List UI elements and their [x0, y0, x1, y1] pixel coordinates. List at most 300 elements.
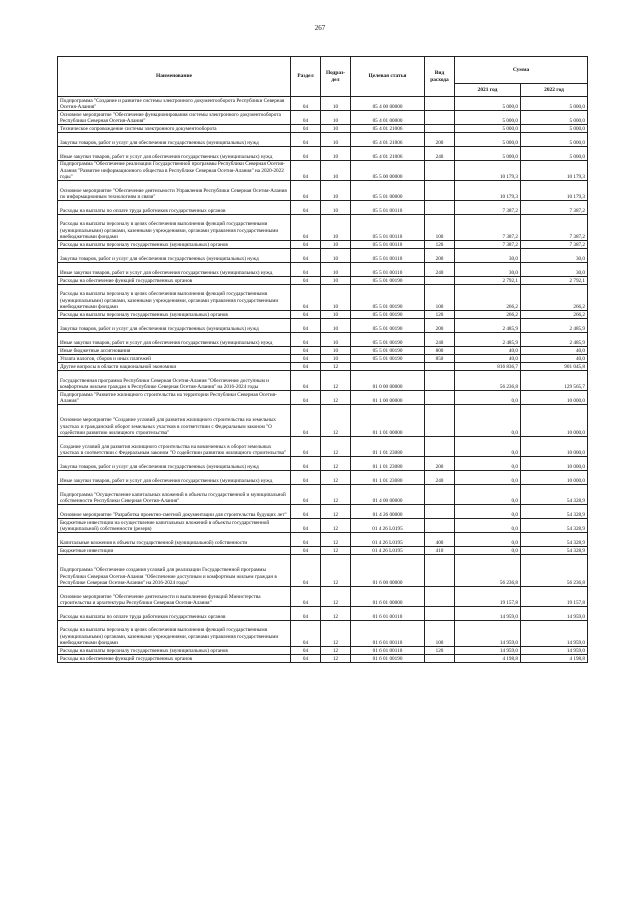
- row-name-cell: Подпрограмма "Создание и развитие системы электронного документооборота Республики Северная Осетия-Алания": [58, 97, 291, 111]
- row-section-cell: 04: [291, 285, 321, 311]
- row-section-cell: 04: [291, 125, 321, 133]
- row-sum-2022-cell: 5 000,0: [521, 97, 588, 111]
- row-name-cell: Закупка товаров, работ и услуг для обеспечения государственных (муниципальных) нужд: [58, 457, 291, 471]
- row-sum-2022-cell: 10 000,0: [521, 437, 588, 457]
- row-name-cell: Подпрограмма "Осуществление капитальных вложений в объекты государственной и муниципальной собственности Республики Северная Осетия-Алания": [58, 485, 291, 505]
- row-article-cell: 01 6 00 00000: [351, 555, 425, 587]
- row-sum-2021-cell: 0,0: [455, 547, 521, 555]
- row-article-cell: 05 4 00 00000: [351, 97, 425, 111]
- row-subsection-cell: 12: [321, 547, 351, 555]
- row-section-cell: 04: [291, 249, 321, 263]
- row-article-cell: 05 5 01 00000: [351, 181, 425, 201]
- row-sum-2021-cell: 0,0: [455, 471, 521, 485]
- row-name-cell: Расходы на выплаты по оплате труда работников государственных органов: [58, 201, 291, 215]
- row-subsection-cell: 12: [321, 457, 351, 471]
- row-expense-type-cell: 240: [425, 333, 455, 347]
- row-article-cell: 05 5 01 00190: [351, 355, 425, 363]
- row-article-cell: 01 4 26 L0195: [351, 533, 425, 547]
- row-expense-type-cell: 410: [425, 547, 455, 555]
- row-sum-2022-cell: 2 792,1: [521, 277, 588, 285]
- row-sum-2021-cell: 266,2: [455, 285, 521, 311]
- row-expense-type-cell: 200: [425, 457, 455, 471]
- table-row: [58, 547, 588, 555]
- row-name-cell: Основное мероприятие "Разработка проектно-сметной документации для строительства будущих лет": [58, 505, 291, 519]
- row-sum-2022-cell: 54 328,9: [521, 547, 588, 555]
- row-section-cell: 04: [291, 655, 321, 663]
- row-section-cell: 04: [291, 263, 321, 277]
- row-sum-2021-cell: 7 387,2: [455, 215, 521, 241]
- row-article-cell: 05 4 01 21006: [351, 125, 425, 133]
- row-name-cell: Иные закупки товаров, работ и услуг для обеспечения государственных (муниципальных) нужд: [58, 263, 291, 277]
- row-name-cell: Расходы на обеспечение функций государственных органов: [58, 655, 291, 663]
- row-name-cell: Подпрограмма "Обеспечение реализации Государственной программы Республики Северная Осетия-Алания "Развитие информационного общества в Республике Северная Осетия-Алания" на 2020-2022 годы": [58, 161, 291, 181]
- row-section-cell: 04: [291, 457, 321, 471]
- row-sum-2021-cell: 0,0: [455, 391, 521, 405]
- row-article-cell: 01 0 00 00000: [351, 371, 425, 391]
- row-sum-2022-cell: 5 000,0: [521, 147, 588, 161]
- row-sum-2021-cell: 30,0: [455, 249, 521, 263]
- header-article: Целевая статья: [351, 57, 425, 97]
- row-article-cell: 01 1 01 23080: [351, 457, 425, 471]
- row-expense-type-cell: 800: [425, 347, 455, 355]
- row-sum-2021-cell: 816 836,7: [455, 363, 521, 371]
- row-expense-type-cell: 200: [425, 133, 455, 147]
- row-subsection-cell: 12: [321, 555, 351, 587]
- row-section-cell: 04: [291, 241, 321, 249]
- row-sum-2021-cell: 14 959,0: [455, 621, 521, 647]
- row-section-cell: 04: [291, 363, 321, 371]
- table-row: [58, 655, 588, 663]
- row-section-cell: 04: [291, 547, 321, 555]
- row-sum-2022-cell: 19 157,8: [521, 587, 588, 607]
- row-article-cell: 01 4 26 L0195: [351, 519, 425, 533]
- row-expense-type-cell: [425, 437, 455, 457]
- row-subsection-cell: 10: [321, 125, 351, 133]
- row-section-cell: 04: [291, 471, 321, 485]
- header-year-2022: 2022 год: [521, 84, 588, 97]
- row-sum-2022-cell: 10 000,0: [521, 405, 588, 437]
- row-article-cell: 01 1 00 00000: [351, 391, 425, 405]
- row-subsection-cell: 12: [321, 587, 351, 607]
- row-expense-type-cell: 400: [425, 533, 455, 547]
- row-article-cell: 05 5 01 00190: [351, 347, 425, 355]
- row-article-cell: 01 1 01 00000: [351, 405, 425, 437]
- table-row: [58, 371, 588, 391]
- row-subsection-cell: 10: [321, 347, 351, 355]
- row-name-cell: Основное мероприятие "Обеспечение деятельности Управления Республики Северная Осетия-Алания по информационным технологиям и связи": [58, 181, 291, 201]
- row-sum-2022-cell: 30,0: [521, 249, 588, 263]
- row-sum-2021-cell: 4 198,8: [455, 655, 521, 663]
- row-section-cell: 04: [291, 97, 321, 111]
- row-article-cell: 01 4 26 00000: [351, 505, 425, 519]
- row-expense-type-cell: 850: [425, 355, 455, 363]
- table-row: [58, 181, 588, 201]
- table-row: [58, 311, 588, 319]
- row-subsection-cell: 12: [321, 533, 351, 547]
- row-sum-2021-cell: 5 000,0: [455, 133, 521, 147]
- row-sum-2022-cell: 2 485,9: [521, 333, 588, 347]
- row-article-cell: [351, 363, 425, 371]
- row-name-cell: Техническое сопровождение системы электронного документооборота: [58, 125, 291, 133]
- row-sum-2021-cell: 266,2: [455, 311, 521, 319]
- row-sum-2022-cell: 14 959,0: [521, 621, 588, 647]
- row-name-cell: Иные закупки товаров, работ и услуг для обеспечения государственных (муниципальных) нужд: [58, 471, 291, 485]
- row-article-cell: 01 6 01 00110: [351, 647, 425, 655]
- table-row: [58, 125, 588, 133]
- row-article-cell: 05 4 01 00000: [351, 111, 425, 125]
- row-name-cell: Бюджетные инвестиции на осуществление капитальных вложений в объекты государственной (муниципальной) собственности (резерв): [58, 519, 291, 533]
- row-article-cell: 01 1 01 23080: [351, 471, 425, 485]
- header-expense-type: Вид расхода: [425, 57, 455, 97]
- row-expense-type-cell: [425, 485, 455, 505]
- table-row: [58, 505, 588, 519]
- table-row: [58, 647, 588, 655]
- row-subsection-cell: 12: [321, 505, 351, 519]
- row-section-cell: 04: [291, 133, 321, 147]
- row-name-cell: Иные закупки товаров, работ и услуг для обеспечения государственных (муниципальных) нужд: [58, 147, 291, 161]
- row-expense-type-cell: 100: [425, 285, 455, 311]
- row-subsection-cell: 10: [321, 201, 351, 215]
- row-article-cell: 05 5 00 00000: [351, 161, 425, 181]
- row-sum-2022-cell: 56 236,8: [521, 555, 588, 587]
- table-row: [58, 485, 588, 505]
- row-sum-2022-cell: 5 000,0: [521, 125, 588, 133]
- table-row: [58, 519, 588, 533]
- table-row: [58, 621, 588, 647]
- row-sum-2021-cell: 40,0: [455, 347, 521, 355]
- row-subsection-cell: 10: [321, 161, 351, 181]
- row-sum-2021-cell: 7 387,2: [455, 201, 521, 215]
- row-expense-type-cell: 120: [425, 647, 455, 655]
- row-subsection-cell: 10: [321, 241, 351, 249]
- row-expense-type-cell: 100: [425, 621, 455, 647]
- row-sum-2022-cell: 266,2: [521, 285, 588, 311]
- row-name-cell: Расходы на выплаты персоналу государственных (муниципальных) органов: [58, 311, 291, 319]
- row-expense-type-cell: [425, 607, 455, 621]
- row-name-cell: Иные бюджетные ассигнования: [58, 347, 291, 355]
- row-subsection-cell: 10: [321, 97, 351, 111]
- row-expense-type-cell: 240: [425, 263, 455, 277]
- row-sum-2022-cell: 40,0: [521, 355, 588, 363]
- row-sum-2021-cell: 5 000,0: [455, 125, 521, 133]
- table-row: [58, 355, 588, 363]
- row-section-cell: 04: [291, 519, 321, 533]
- row-subsection-cell: 10: [321, 319, 351, 333]
- row-expense-type-cell: [425, 161, 455, 181]
- row-expense-type-cell: [425, 371, 455, 391]
- row-expense-type-cell: 120: [425, 241, 455, 249]
- row-article-cell: 05 5 01 00110: [351, 263, 425, 277]
- row-article-cell: 05 5 01 00110: [351, 249, 425, 263]
- row-subsection-cell: 10: [321, 355, 351, 363]
- row-article-cell: 05 4 01 21006: [351, 147, 425, 161]
- row-sum-2021-cell: 10 179,3: [455, 181, 521, 201]
- table-row: [58, 201, 588, 215]
- row-sum-2022-cell: 7 387,2: [521, 215, 588, 241]
- row-subsection-cell: 12: [321, 437, 351, 457]
- row-article-cell: 05 5 01 00190: [351, 311, 425, 319]
- row-expense-type-cell: 240: [425, 471, 455, 485]
- row-sum-2021-cell: 2 792,1: [455, 277, 521, 285]
- row-name-cell: Расходы на выплаты персоналу в целях обеспечения выполнения функций государственными (муниципальными) органами, казенными учреждениями, органами управления государственными внебюджетными фондами: [58, 621, 291, 647]
- row-subsection-cell: 10: [321, 147, 351, 161]
- row-sum-2021-cell: 2 485,9: [455, 319, 521, 333]
- table-row: [58, 215, 588, 241]
- table-row: [58, 587, 588, 607]
- row-expense-type-cell: [425, 363, 455, 371]
- row-section-cell: 04: [291, 111, 321, 125]
- row-expense-type-cell: [425, 125, 455, 133]
- header-sum: Сумма: [455, 57, 588, 84]
- row-subsection-cell: 10: [321, 263, 351, 277]
- table-row: [58, 97, 588, 111]
- row-section-cell: 04: [291, 437, 321, 457]
- row-subsection-cell: 10: [321, 285, 351, 311]
- row-name-cell: Бюджетные инвестиции: [58, 547, 291, 555]
- row-subsection-cell: 10: [321, 111, 351, 125]
- row-section-cell: 04: [291, 333, 321, 347]
- row-name-cell: Создание условий для развития жилищного строительства на вовлеченных в оборот земельных участках в соответствии с Федеральным законом "О содействии развитию жилищного строительства": [58, 437, 291, 457]
- row-sum-2022-cell: 10 000,0: [521, 457, 588, 471]
- row-name-cell: Основное мероприятие "Обеспечение деятельности и выполнение функций Министерства строительства и архитектуры Республики Северная Осетия-Алания": [58, 587, 291, 607]
- row-name-cell: Расходы на выплаты персоналу государственных (муниципальных) органов: [58, 241, 291, 249]
- row-section-cell: 04: [291, 505, 321, 519]
- row-sum-2021-cell: 0,0: [455, 485, 521, 505]
- row-subsection-cell: 12: [321, 621, 351, 647]
- row-article-cell: 01 6 01 00110: [351, 607, 425, 621]
- table-row: [58, 555, 588, 587]
- row-expense-type-cell: 120: [425, 311, 455, 319]
- row-sum-2022-cell: 10 000,0: [521, 471, 588, 485]
- row-subsection-cell: 10: [321, 181, 351, 201]
- row-name-cell: Расходы на выплаты персоналу государственных (муниципальных) органов: [58, 647, 291, 655]
- row-article-cell: 01 4 00 00000: [351, 485, 425, 505]
- row-sum-2022-cell: 7 387,2: [521, 241, 588, 249]
- table-row: [58, 607, 588, 621]
- row-expense-type-cell: 200: [425, 249, 455, 263]
- row-sum-2022-cell: 266,2: [521, 311, 588, 319]
- table-row: [58, 111, 588, 125]
- row-article-cell: 01 6 01 00000: [351, 587, 425, 607]
- row-section-cell: 04: [291, 201, 321, 215]
- row-subsection-cell: 10: [321, 249, 351, 263]
- row-name-cell: Основное мероприятие "Создание условий для развития жилищного строительства на земельных участках и гражданский оборот земельных участков в соответствии с Федеральным законом "О содействии развитию жилищного строительства": [58, 405, 291, 437]
- row-expense-type-cell: [425, 111, 455, 125]
- row-name-cell: Капитальные вложения в объекты государственной (муниципальной) собственности: [58, 533, 291, 547]
- table-row: [58, 533, 588, 547]
- table-row: [58, 133, 588, 147]
- row-section-cell: 04: [291, 391, 321, 405]
- row-sum-2022-cell: 5 000,0: [521, 111, 588, 125]
- table-row: [58, 249, 588, 263]
- row-sum-2021-cell: 0,0: [455, 457, 521, 471]
- row-sum-2022-cell: 54 328,9: [521, 485, 588, 505]
- row-section-cell: 04: [291, 181, 321, 201]
- row-sum-2022-cell: 54 328,9: [521, 533, 588, 547]
- row-article-cell: 01 1 01 23080: [351, 437, 425, 457]
- row-name-cell: Иные закупки товаров, работ и услуг для обеспечения государственных (муниципальных) нужд: [58, 333, 291, 347]
- row-section-cell: 04: [291, 405, 321, 437]
- row-expense-type-cell: [425, 181, 455, 201]
- row-expense-type-cell: 100: [425, 215, 455, 241]
- row-subsection-cell: 10: [321, 277, 351, 285]
- table-row: [58, 319, 588, 333]
- row-name-cell: Расходы на выплаты по оплате труда работников государственных органов: [58, 607, 291, 621]
- table-row: [58, 363, 588, 371]
- row-article-cell: 01 4 26 L0195: [351, 547, 425, 555]
- row-expense-type-cell: [425, 587, 455, 607]
- row-sum-2022-cell: 54 328,9: [521, 505, 588, 519]
- row-subsection-cell: 12: [321, 363, 351, 371]
- row-expense-type-cell: 200: [425, 319, 455, 333]
- row-expense-type-cell: [425, 201, 455, 215]
- row-sum-2022-cell: 30,0: [521, 263, 588, 277]
- table-row: [58, 263, 588, 277]
- row-sum-2021-cell: 0,0: [455, 405, 521, 437]
- row-name-cell: Подпрограмма "Развитие жилищного строительства на территории Республики Северная Осетия-Алания": [58, 391, 291, 405]
- page-number: 267: [314, 24, 326, 32]
- row-sum-2021-cell: 56 236,8: [455, 555, 521, 587]
- row-expense-type-cell: [425, 391, 455, 405]
- row-section-cell: 04: [291, 607, 321, 621]
- header-section: Раздел: [291, 57, 321, 97]
- row-article-cell: 05 5 01 00110: [351, 201, 425, 215]
- row-article-cell: 05 4 01 21006: [351, 133, 425, 147]
- row-name-cell: Закупка товаров, работ и услуг для обеспечения государственных (муниципальных) нужд: [58, 133, 291, 147]
- row-sum-2022-cell: 54 328,9: [521, 519, 588, 533]
- row-name-cell: Основное мероприятие "Обеспечение функционирования системы электронного документооборота Республики Северная Осетия-Алания": [58, 111, 291, 125]
- header-year-2021: 2021 год: [455, 84, 521, 97]
- header-name: Наименование: [58, 57, 291, 97]
- row-section-cell: 04: [291, 485, 321, 505]
- table-row: [58, 147, 588, 161]
- row-section-cell: 04: [291, 147, 321, 161]
- row-sum-2022-cell: 901 045,8: [521, 363, 588, 371]
- row-sum-2021-cell: 30,0: [455, 263, 521, 277]
- row-article-cell: 05 5 01 00190: [351, 285, 425, 311]
- row-name-cell: Подпрограмма "Обеспечение создания условий для реализации Государственной программы Республики Северная Осетия-Алания "Обеспечение доступным и комфортным жильем граждан в Республике Северная Осетия-Алания" на 2016-2024 годы": [58, 555, 291, 587]
- row-subsection-cell: 10: [321, 333, 351, 347]
- row-section-cell: 04: [291, 587, 321, 607]
- row-expense-type-cell: 240: [425, 147, 455, 161]
- row-sum-2021-cell: 0,0: [455, 533, 521, 547]
- table-body: [58, 97, 588, 663]
- row-name-cell: Расходы на выплаты персоналу в целях обеспечения выполнения функций государственными (муниципальными) органами, казенными учреждениями, органами управления государственными внебюджетными фондами: [58, 215, 291, 241]
- row-sum-2021-cell: 14 959,0: [455, 607, 521, 621]
- table-row: [58, 347, 588, 355]
- row-sum-2021-cell: 0,0: [455, 437, 521, 457]
- row-subsection-cell: 10: [321, 215, 351, 241]
- row-sum-2022-cell: 129 565,7: [521, 371, 588, 391]
- row-article-cell: 05 5 01 00190: [351, 319, 425, 333]
- row-sum-2021-cell: 56 236,8: [455, 371, 521, 391]
- row-subsection-cell: 12: [321, 471, 351, 485]
- row-subsection-cell: 12: [321, 655, 351, 663]
- row-sum-2021-cell: 19 157,8: [455, 587, 521, 607]
- budget-table: [57, 56, 588, 663]
- row-sum-2021-cell: 7 387,2: [455, 241, 521, 249]
- table-row: [58, 457, 588, 471]
- row-subsection-cell: 12: [321, 607, 351, 621]
- row-name-cell: Закупка товаров, работ и услуг для обеспечения государственных (муниципальных) нужд: [58, 249, 291, 263]
- row-sum-2022-cell: 10 179,3: [521, 181, 588, 201]
- row-article-cell: 01 6 01 00190: [351, 655, 425, 663]
- row-expense-type-cell: [425, 655, 455, 663]
- row-sum-2022-cell: 4 198,8: [521, 655, 588, 663]
- row-name-cell: Государственная программа Республики Северная Осетия-Алания "Обеспечение доступным и комфортным жильем граждан в Республике Северная Осетия-Алания" на 2016-2024 годы: [58, 371, 291, 391]
- row-article-cell: 05 5 01 00190: [351, 277, 425, 285]
- row-subsection-cell: 12: [321, 405, 351, 437]
- row-section-cell: 04: [291, 319, 321, 333]
- row-sum-2021-cell: 5 000,0: [455, 111, 521, 125]
- row-section-cell: 04: [291, 371, 321, 391]
- row-sum-2021-cell: 10 179,3: [455, 161, 521, 181]
- row-section-cell: 04: [291, 161, 321, 181]
- row-sum-2021-cell: 5 000,0: [455, 147, 521, 161]
- row-expense-type-cell: [425, 277, 455, 285]
- row-sum-2021-cell: 2 485,9: [455, 333, 521, 347]
- row-subsection-cell: 10: [321, 311, 351, 319]
- row-sum-2022-cell: 10 000,0: [521, 391, 588, 405]
- row-sum-2022-cell: 14 959,0: [521, 647, 588, 655]
- row-section-cell: 04: [291, 355, 321, 363]
- table-row: [58, 471, 588, 485]
- row-expense-type-cell: [425, 97, 455, 111]
- row-section-cell: 04: [291, 555, 321, 587]
- header-subsection: Подраз- дел: [321, 57, 351, 97]
- row-sum-2022-cell: 10 179,3: [521, 161, 588, 181]
- table-row: [58, 277, 588, 285]
- row-sum-2022-cell: 5 000,0: [521, 133, 588, 147]
- row-sum-2022-cell: 14 959,0: [521, 607, 588, 621]
- row-sum-2021-cell: 40,0: [455, 355, 521, 363]
- row-article-cell: 05 5 01 00110: [351, 215, 425, 241]
- row-sum-2021-cell: 14 959,0: [455, 647, 521, 655]
- row-sum-2021-cell: 0,0: [455, 505, 521, 519]
- row-section-cell: 04: [291, 533, 321, 547]
- table-row: [58, 405, 588, 437]
- row-section-cell: 04: [291, 277, 321, 285]
- row-name-cell: Расходы на обеспечение функций государственных органов: [58, 277, 291, 285]
- row-subsection-cell: 12: [321, 485, 351, 505]
- row-subsection-cell: 12: [321, 371, 351, 391]
- row-name-cell: Другие вопросы в области национальной экономики: [58, 363, 291, 371]
- table-row: [58, 333, 588, 347]
- row-article-cell: 05 5 01 00110: [351, 241, 425, 249]
- row-name-cell: Уплата налогов, сборов и иных платежей: [58, 355, 291, 363]
- row-section-cell: 04: [291, 647, 321, 655]
- row-sum-2022-cell: 40,0: [521, 347, 588, 355]
- table-row: [58, 285, 588, 311]
- row-subsection-cell: 12: [321, 519, 351, 533]
- row-subsection-cell: 12: [321, 391, 351, 405]
- row-expense-type-cell: [425, 405, 455, 437]
- row-article-cell: 01 6 01 00110: [351, 621, 425, 647]
- row-sum-2022-cell: 2 485,9: [521, 319, 588, 333]
- row-expense-type-cell: [425, 519, 455, 533]
- table-row: [58, 161, 588, 181]
- row-sum-2021-cell: 0,0: [455, 519, 521, 533]
- row-section-cell: 04: [291, 311, 321, 319]
- row-article-cell: 05 5 01 00190: [351, 333, 425, 347]
- row-sum-2022-cell: 7 387,2: [521, 201, 588, 215]
- row-subsection-cell: 12: [321, 647, 351, 655]
- row-subsection-cell: 10: [321, 133, 351, 147]
- row-name-cell: Расходы на выплаты персоналу в целях обеспечения выполнения функций государственными (муниципальными) органами, казенными учреждениями, органами управления государственными внебюджетными фондами: [58, 285, 291, 311]
- table-row: [58, 391, 588, 405]
- row-section-cell: 04: [291, 621, 321, 647]
- row-section-cell: 04: [291, 215, 321, 241]
